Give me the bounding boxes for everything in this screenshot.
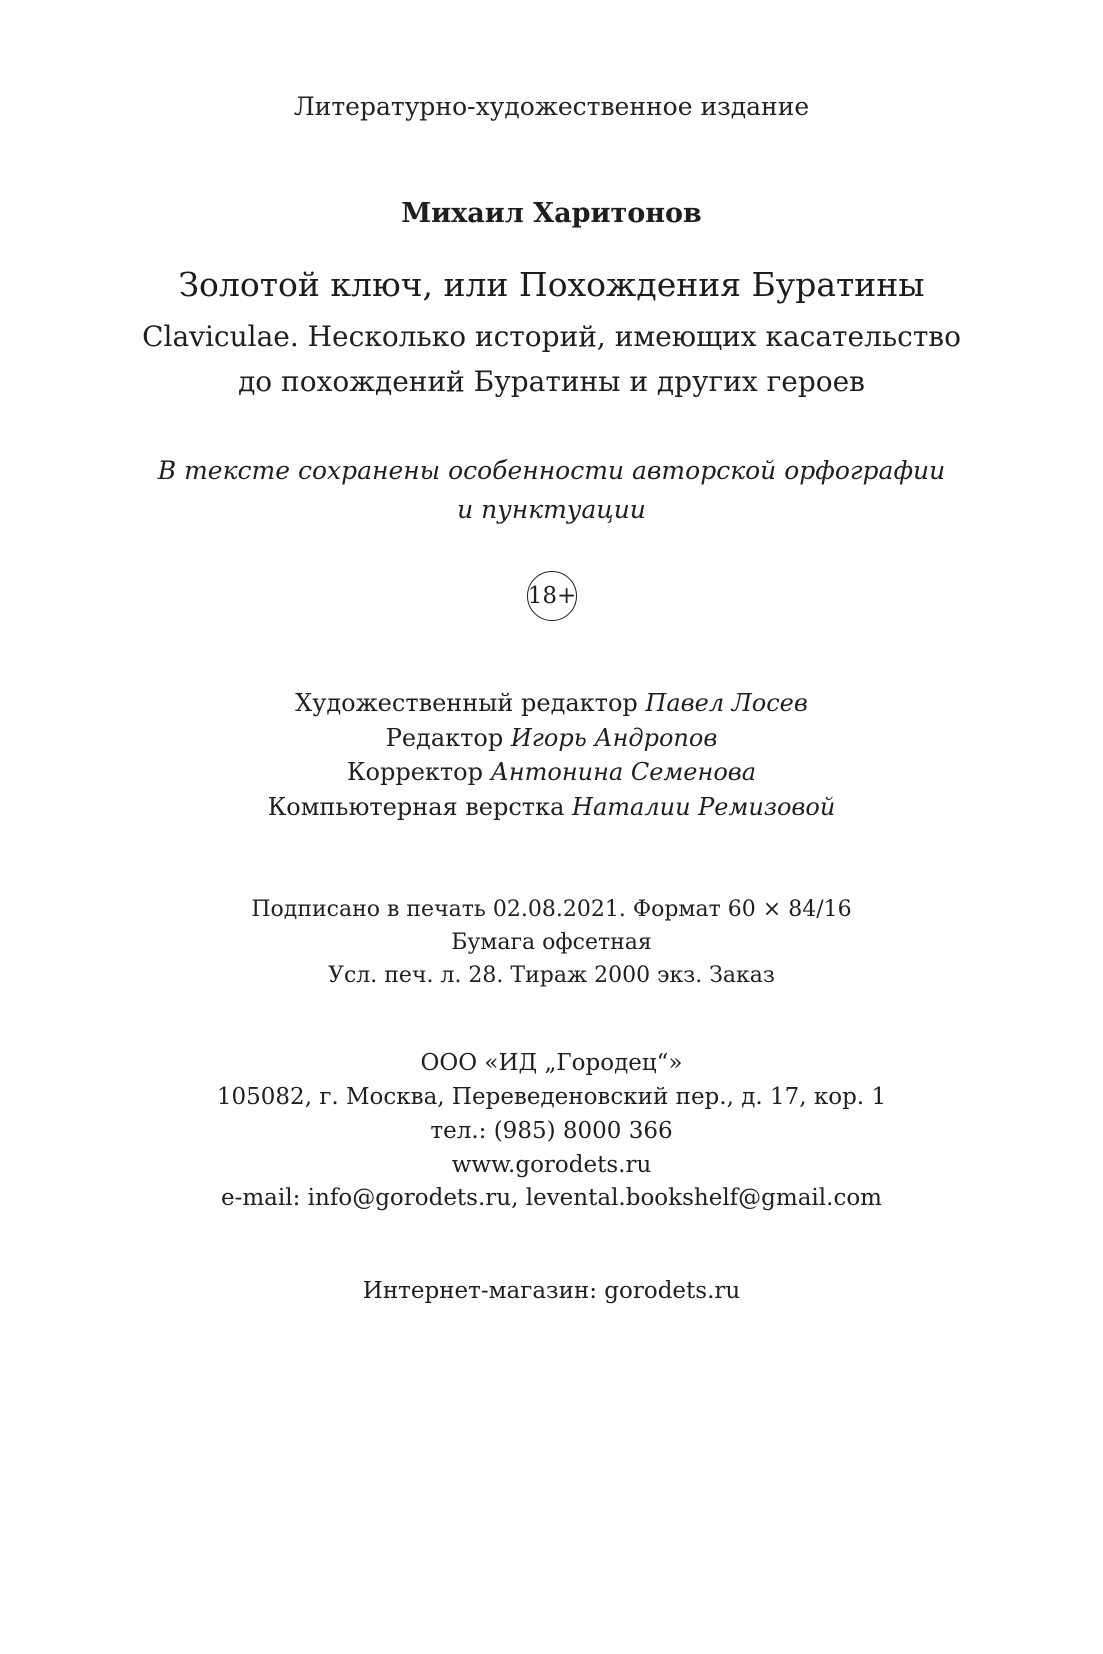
age-rating-badge [527,571,577,621]
publisher-email: e-mail: info@gorodets.ru, levental.bookshelf@gmail.com [220,1185,882,1211]
credit-name: Павел Лосев [645,689,808,717]
orthography-note-line: и пунктуации [457,495,646,524]
credit-name: Антонина Семенова [490,758,757,786]
subtitle-line: Claviculae. Несколько историй, имеющих касательство [142,320,961,353]
author-name: Михаил Харитонов [401,198,702,229]
orthography-note-line: В тексте сохранены особенности авторской орфографии [157,456,946,485]
credit-editor [0,726,1103,750]
publisher-address: 105082, г. Москва, Переведеновский пер., д. 17, кор. 1 [216,1084,887,1110]
edition-type: Литературно-художественное издание [293,92,810,121]
book-title: Золотой ключ, или Похождения Буратины [178,265,925,304]
credit-layout [0,795,1103,819]
credit-role: Компьютерная верстка [267,793,565,821]
credit-name: Игорь Андропов [510,724,718,752]
print-info-line: Бумага офсетная [451,930,652,955]
credit-role: Художественный редактор [295,689,638,717]
publisher-name: ООО «ИД „Городец“» [420,1050,683,1076]
online-shop: Интернет-магазин: gorodets.ru [362,1278,741,1304]
print-info-line: Подписано в печать 02.08.2021. Формат 60 × 84/16 [251,897,852,922]
publisher-phone: тел.: (985) 8000 366 [430,1118,673,1144]
credit-art-editor [0,691,1103,715]
credit-name: Наталии Ремизовой [572,793,836,821]
credit-role: Корректор [346,758,483,786]
credit-role: Редактор [385,724,504,752]
publisher-website: www.gorodets.ru [451,1152,652,1178]
credit-proofreader [0,760,1103,784]
print-info-line: Усл. печ. л. 28. Тираж 2000 экз. Заказ [328,963,775,988]
subtitle-line: до похождений Буратины и других героев [238,365,865,398]
age-rating-label: 18+ [527,583,577,609]
